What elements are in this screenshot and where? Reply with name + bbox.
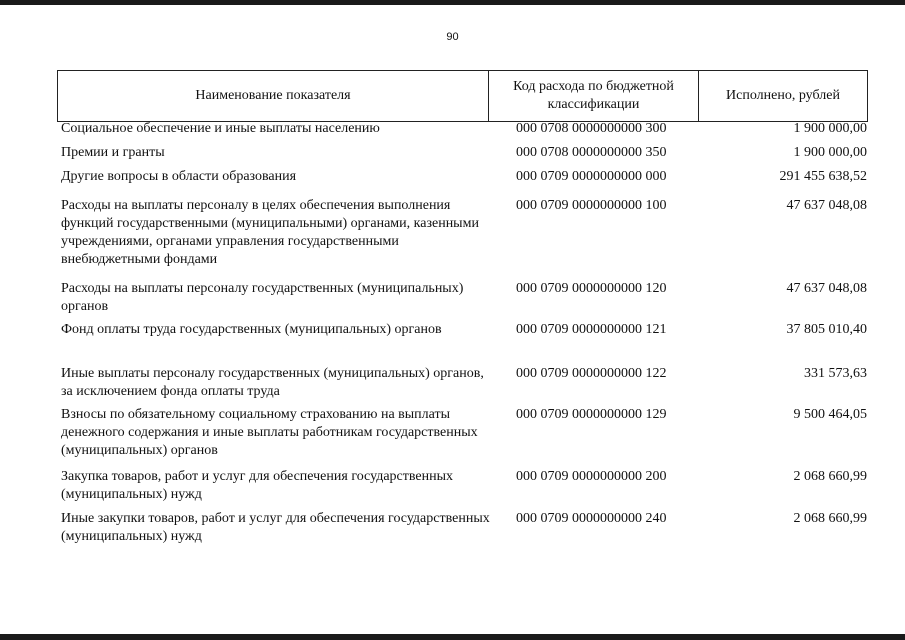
row-name: Закупка товаров, работ и услуг для обеспечения государственных (муниципальных) нужд	[61, 469, 454, 502]
row-amount: 1 900 000,00	[793, 145, 867, 160]
row-code: 000 0709 0000000000 122	[516, 366, 667, 381]
row-name: Премии и гранты	[61, 145, 165, 160]
row-name: Другие вопросы в области образования	[61, 169, 297, 184]
row-amount: 331 573,63	[804, 366, 867, 381]
row-name: Взносы по обязательному социальному страхованию на выплаты денежного содержания и иные выплаты работникам государственных (муниципальных) органов	[61, 407, 478, 458]
row-amount: 47 637 048,08	[786, 281, 867, 296]
header-code-column: Код расхода по бюджетной классификации	[489, 71, 699, 121]
row-amount: 37 805 010,40	[786, 322, 867, 337]
header-amount-column: Исполнено, рублей	[726, 88, 840, 103]
row-name: Иные закупки товаров, работ и услуг для обеспечения государственных (муниципальных) нужд	[61, 511, 490, 544]
row-name: Расходы на выплаты персоналу в целях обеспечения выполнения функций государственными (муниципальными) органами, казенными учреждениями, органами управления государственными внебюджетными фондами	[61, 198, 479, 267]
header-name-column: Наименование показателя	[58, 71, 489, 121]
table-header	[57, 70, 868, 122]
row-amount: 2 068 660,99	[793, 469, 867, 484]
row-code: 000 0709 0000000000 120	[516, 281, 667, 296]
row-code: 000 0709 0000000000 129	[516, 407, 667, 422]
row-code: 000 0709 0000000000 121	[516, 322, 667, 337]
bottom-border-rule	[0, 634, 905, 640]
row-code: 000 0709 0000000000 100	[516, 198, 667, 213]
row-amount: 47 637 048,08	[786, 198, 867, 213]
row-code: 000 0709 0000000000 000	[516, 169, 667, 184]
row-name: Расходы на выплаты персоналу государственных (муниципальных) органов	[61, 281, 464, 314]
row-name: Иные выплаты персоналу государственных (муниципальных) органов, за исключением фонда оплаты труда	[61, 366, 484, 399]
row-code: 000 0708 0000000000 300	[516, 121, 667, 136]
row-code: 000 0709 0000000000 240	[516, 511, 667, 526]
row-amount: 2 068 660,99	[793, 511, 867, 526]
row-code: 000 0709 0000000000 200	[516, 469, 667, 484]
row-amount: 9 500 464,05	[793, 407, 867, 422]
row-name: Фонд оплаты труда государственных (муниципальных) органов	[61, 322, 442, 337]
top-border-rule	[0, 0, 905, 5]
row-name: Социальное обеспечение и иные выплаты населению	[61, 121, 380, 136]
page-number: 90	[446, 31, 459, 43]
row-code: 000 0708 0000000000 350	[516, 145, 667, 160]
row-amount: 1 900 000,00	[793, 121, 867, 136]
row-amount: 291 455 638,52	[779, 169, 867, 184]
